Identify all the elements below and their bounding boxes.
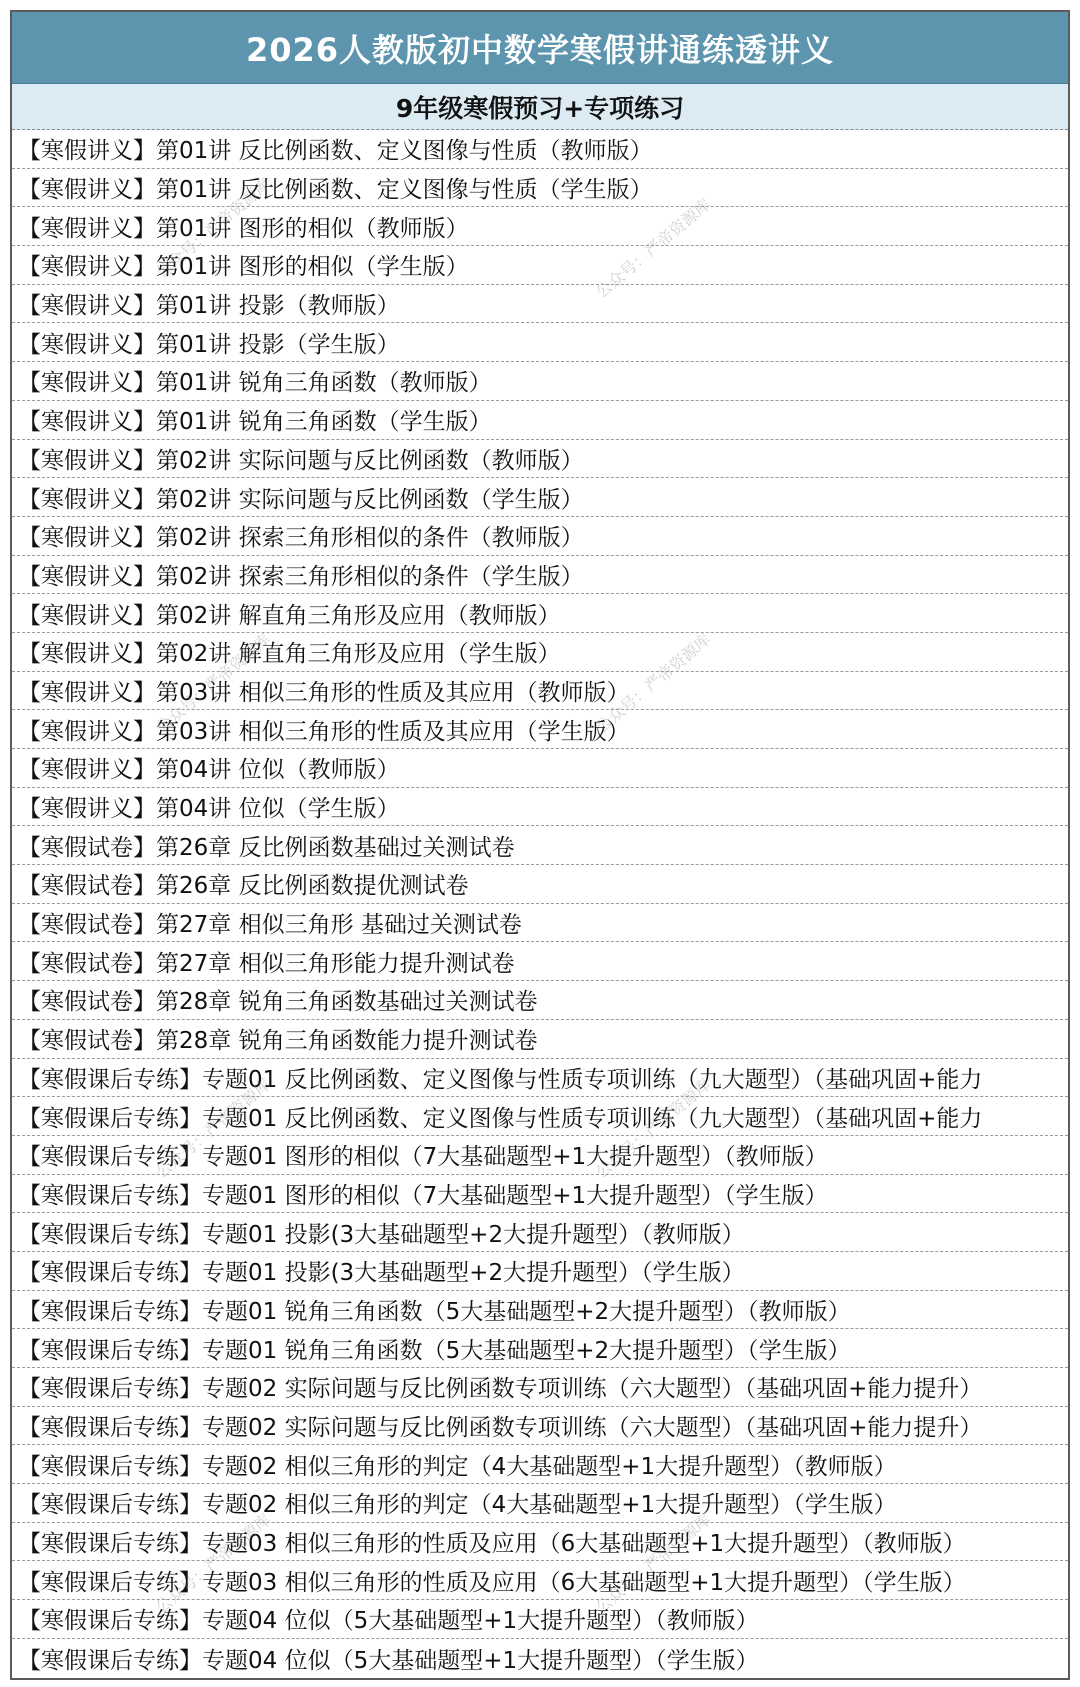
- list-item: 【寒假课后专练】专题01 图形的相似（7大基础题型+1大提升题型）（教师版）: [12, 1136, 1068, 1175]
- list-item: 【寒假讲义】第01讲 图形的相似（学生版）: [12, 246, 1068, 285]
- resource-list-sheet: [10, 10, 1070, 1680]
- list-item: 【寒假课后专练】专题03 相似三角形的性质及应用（6大基础题型+1大提升题型）（学生版）: [12, 1561, 1068, 1600]
- list-item: 【寒假讲义】第01讲 图形的相似（教师版）: [12, 207, 1068, 246]
- watermark-text: 公众号：严帝资源库: [151, 1074, 275, 1182]
- list-item: 【寒假课后专练】专题01 反比例函数、定义图像与性质专项训练（九大题型）（基础巩固+能力: [12, 1059, 1068, 1098]
- list-item: 【寒假课后专练】专题02 实际问题与反比例函数专项训练（六大题型）（基础巩固+能力提升）: [12, 1368, 1068, 1407]
- watermark-text: 公众号：严帝资源库: [591, 629, 715, 737]
- list-item: 【寒假讲义】第01讲 锐角三角函数（教师版）: [12, 362, 1068, 401]
- watermark-text: 公众号：严帝资源库: [151, 1509, 275, 1617]
- list-item: 【寒假试卷】第27章 相似三角形 基础过关测试卷: [12, 904, 1068, 943]
- list-item: 【寒假课后专练】专题02 相似三角形的判定（4大基础题型+1大提升题型）（学生版）: [12, 1484, 1068, 1523]
- list-item: 【寒假讲义】第01讲 投影（学生版）: [12, 323, 1068, 362]
- list-item: 【寒假课后专练】专题02 相似三角形的判定（4大基础题型+1大提升题型）（教师版）: [12, 1445, 1068, 1484]
- list-item: 【寒假试卷】第26章 反比例函数提优测试卷: [12, 865, 1068, 904]
- list-item: 【寒假课后专练】专题01 投影(3大基础题型+2大提升题型）（教师版）: [12, 1213, 1068, 1252]
- list-item: 【寒假课后专练】专题03 相似三角形的性质及应用（6大基础题型+1大提升题型）（教师版）: [12, 1523, 1068, 1562]
- list-item: 【寒假课后专练】专题01 锐角三角函数（5大基础题型+2大提升题型）（学生版）: [12, 1329, 1068, 1368]
- list-item: 【寒假试卷】第28章 锐角三角函数能力提升测试卷: [12, 1020, 1068, 1059]
- watermark-text: 公众号：严帝资源库: [151, 629, 275, 737]
- list-item: 【寒假讲义】第02讲 解直角三角形及应用（教师版）: [12, 594, 1068, 633]
- page-title: 2026人教版初中数学寒假讲通练透讲义: [12, 12, 1068, 84]
- list-item: 【寒假课后专练】专题01 图形的相似（7大基础题型+1大提升题型）（学生版）: [12, 1175, 1068, 1214]
- list-item: 【寒假讲义】第02讲 实际问题与反比例函数（学生版）: [12, 478, 1068, 517]
- file-list: [12, 130, 1068, 1678]
- list-item: 【寒假讲义】第04讲 位似（教师版）: [12, 749, 1068, 788]
- list-item: 【寒假讲义】第01讲 反比例函数、定义图像与性质（学生版）: [12, 169, 1068, 208]
- list-item: 【寒假试卷】第27章 相似三角形能力提升测试卷: [12, 942, 1068, 981]
- list-item: 【寒假讲义】第04讲 位似（学生版）: [12, 788, 1068, 827]
- list-item: 【寒假讲义】第02讲 实际问题与反比例函数（教师版）: [12, 440, 1068, 479]
- list-item: 【寒假讲义】第01讲 锐角三角函数（学生版）: [12, 401, 1068, 440]
- list-item: 【寒假课后专练】专题01 投影(3大基础题型+2大提升题型）（学生版）: [12, 1252, 1068, 1291]
- list-item: 【寒假试卷】第26章 反比例函数基础过关测试卷: [12, 826, 1068, 865]
- section-subtitle: 9年级寒假预习+专项练习: [12, 84, 1068, 130]
- list-item: 【寒假讲义】第01讲 投影（教师版）: [12, 285, 1068, 324]
- list-item: 【寒假课后专练】专题04 位似（5大基础题型+1大提升题型）（学生版）: [18, 1647, 759, 1674]
- list-item: 【寒假课后专练】专题04 位似（5大基础题型+1大提升题型）（教师版）: [12, 1600, 1068, 1639]
- watermark-text: 公众号：严帝资源库: [591, 194, 715, 302]
- watermark-text: 公众号：严帝资源库: [151, 174, 275, 282]
- watermark-text: 公众号：严帝资源库: [591, 1074, 715, 1182]
- list-item: 【寒假试卷】第28章 锐角三角函数基础过关测试卷: [12, 981, 1068, 1020]
- list-item: 【寒假讲义】第03讲 相似三角形的性质及其应用（学生版）: [12, 710, 1068, 749]
- list-item: 【寒假课后专练】专题01 锐角三角函数（5大基础题型+2大提升题型）（教师版）: [12, 1291, 1068, 1330]
- list-item: 【寒假讲义】第03讲 相似三角形的性质及其应用（教师版）: [12, 672, 1068, 711]
- list-item: 【寒假讲义】第02讲 解直角三角形及应用（学生版）: [12, 633, 1068, 672]
- list-item: 【寒假讲义】第01讲 反比例函数、定义图像与性质（教师版）: [12, 130, 1068, 169]
- watermark-text: 公众号：严帝资源库: [591, 1509, 715, 1617]
- list-item: 【寒假课后专练】专题01 反比例函数、定义图像与性质专项训练（九大题型）（基础巩固+能力: [12, 1097, 1068, 1136]
- list-item: 【寒假讲义】第02讲 探索三角形相似的条件（学生版）: [12, 556, 1068, 595]
- list-item: 【寒假课后专练】专题02 实际问题与反比例函数专项训练（六大题型）（基础巩固+能力提升）: [12, 1407, 1068, 1446]
- list-item: 【寒假讲义】第02讲 探索三角形相似的条件（教师版）: [12, 517, 1068, 556]
